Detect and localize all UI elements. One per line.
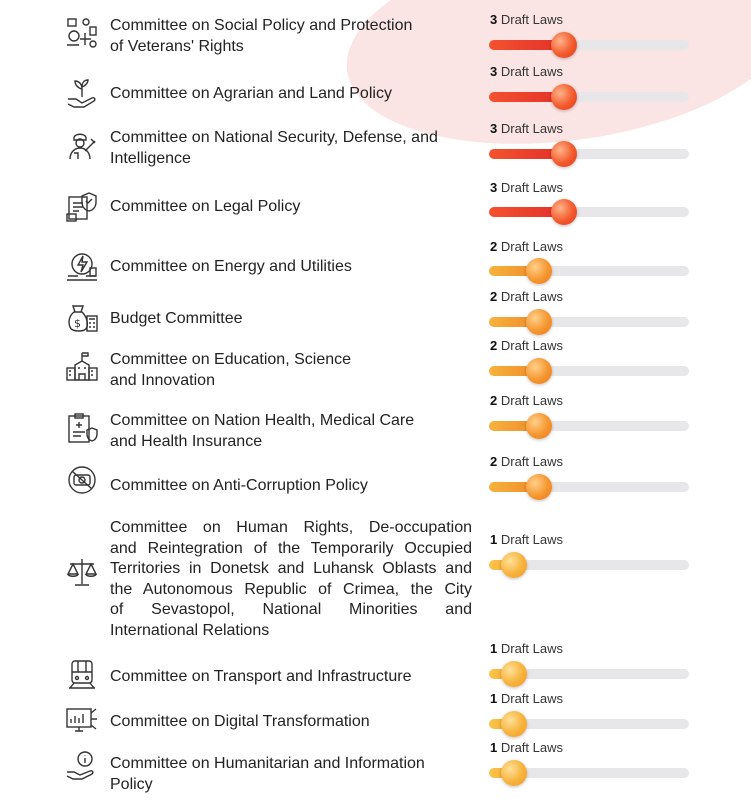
bar-knob	[551, 84, 577, 110]
count-unit: Draft Laws	[497, 180, 563, 195]
committee-name	[110, 712, 472, 733]
committee-name-line: Policy	[110, 775, 153, 793]
bar-track	[489, 719, 689, 729]
bar-track	[489, 482, 689, 492]
committee-name-line: of Sevastopol, National Minorities and	[110, 601, 472, 618]
committee-name-line: Committee on Social Policy and Protection	[110, 17, 413, 34]
committee-name	[110, 411, 472, 452]
no-bribe-icon	[62, 463, 102, 497]
committee-name-line: Committee on Anti-Corruption Policy	[110, 477, 368, 494]
draft-laws-count	[490, 121, 563, 136]
plant-hand-icon	[62, 76, 102, 110]
count-unit: Draft Laws	[497, 121, 563, 136]
draft-laws-count	[490, 641, 563, 656]
committee-name	[110, 754, 472, 795]
draft-laws-count	[490, 239, 563, 254]
count-unit: Draft Laws	[497, 454, 563, 469]
bar-track	[489, 40, 689, 50]
social-policy-icon	[62, 16, 102, 50]
count-unit: Draft Laws	[497, 393, 563, 408]
count-value: 3	[490, 121, 498, 136]
count-unit: Draft Laws	[497, 641, 563, 656]
count-value: 1	[490, 740, 498, 755]
count-unit: Draft Laws	[497, 532, 563, 547]
bar-track	[489, 768, 689, 778]
soldier-icon	[62, 128, 102, 162]
budget-icon	[62, 301, 102, 335]
committee-name-line: Committee on Legal Policy	[110, 198, 301, 215]
bar-knob	[551, 141, 577, 167]
count-unit: Draft Laws	[497, 289, 563, 304]
draft-laws-count	[490, 740, 563, 755]
committee-name	[110, 84, 472, 105]
committee-name-line: Budget Committee	[110, 310, 243, 327]
count-unit: Draft Laws	[497, 64, 563, 79]
count-value: 1	[490, 691, 498, 706]
legal-document-icon	[62, 190, 102, 224]
committee-name	[110, 518, 472, 641]
committee-name	[110, 667, 472, 688]
bar-track	[489, 207, 689, 217]
bar-track	[489, 149, 689, 159]
count-unit: Draft Laws	[497, 691, 563, 706]
bar-knob	[526, 474, 552, 500]
draft-laws-count	[490, 64, 563, 79]
committee-name-line: International Relations	[110, 621, 270, 639]
bar-track	[489, 560, 689, 570]
energy-icon	[62, 249, 102, 283]
train-icon	[62, 657, 102, 691]
bar-knob	[501, 760, 527, 786]
committee-name-line: Committee on Digital Transformation	[110, 713, 370, 730]
count-value: 1	[490, 532, 498, 547]
scales-icon	[62, 555, 102, 589]
draft-laws-count	[490, 12, 563, 27]
bar-track	[489, 266, 689, 276]
count-value: 3	[490, 64, 498, 79]
committee-name-line: the Autonomous Republic of Crimea, the City	[110, 580, 472, 598]
digital-screen-icon	[62, 704, 102, 738]
bar-knob	[501, 711, 527, 737]
committee-name	[110, 309, 472, 330]
count-value: 2	[490, 338, 498, 353]
committee-name	[110, 197, 472, 218]
committee-name-line: Committee on Humanitarian and Information	[110, 755, 425, 772]
count-unit: Draft Laws	[497, 740, 563, 755]
committee-name-line: Committee on Agrarian and Land Policy	[110, 85, 392, 102]
committee-name	[110, 476, 472, 497]
draft-laws-count	[490, 532, 563, 547]
committee-name-line: and Innovation	[110, 371, 215, 389]
bar-knob	[526, 309, 552, 335]
committee-name-line: of Veterans' Rights	[110, 37, 244, 55]
count-value: 2	[490, 454, 498, 469]
bar-track	[489, 366, 689, 376]
count-unit: Draft Laws	[497, 239, 563, 254]
svg-text:$: $	[74, 317, 81, 330]
count-value: 1	[490, 641, 498, 656]
count-value: 3	[490, 180, 498, 195]
committee-name	[110, 257, 472, 278]
committee-name	[110, 350, 472, 391]
draft-laws-count	[490, 393, 563, 408]
bar-knob	[526, 413, 552, 439]
count-value: 2	[490, 289, 498, 304]
bar-knob	[526, 258, 552, 284]
committee-name-line: Committee on Energy and Utilities	[110, 258, 352, 275]
committee-name	[110, 128, 472, 169]
bar-track	[489, 317, 689, 327]
committee-name-line: and Reintegration of the Temporarily Occupied	[110, 539, 472, 557]
bar-track	[489, 92, 689, 102]
medical-record-icon	[62, 411, 102, 445]
draft-laws-count	[490, 180, 563, 195]
count-value: 2	[490, 239, 498, 254]
committee-name	[110, 16, 472, 57]
committee-name-line: Intelligence	[110, 149, 191, 167]
draft-laws-count	[490, 691, 563, 706]
bar-knob	[551, 199, 577, 225]
count-value: 3	[490, 12, 498, 27]
bar-knob	[501, 552, 527, 578]
committee-name-line: Territories in Donetsk and Luhansk Oblasts and	[110, 560, 472, 577]
draft-laws-count	[490, 454, 563, 469]
committee-name-line: Committee on Nation Health, Medical Care	[110, 412, 415, 429]
count-value: 2	[490, 393, 498, 408]
committee-name-line: Committee on National Security, Defense, and	[110, 129, 438, 146]
school-icon	[62, 350, 102, 384]
bar-track	[489, 669, 689, 679]
count-unit: Draft Laws	[497, 338, 563, 353]
committee-name-line: Committee on Education, Science	[110, 351, 352, 368]
bar-track	[489, 421, 689, 431]
draft-laws-count	[490, 289, 563, 304]
committee-name-line: Committee on Human Rights, De-occupation	[110, 519, 472, 536]
bar-knob	[501, 661, 527, 687]
count-unit: Draft Laws	[497, 12, 563, 27]
committee-name-line: and Health Insurance	[110, 432, 263, 450]
committee-name-line: Committee on Transport and Infrastructure	[110, 668, 412, 685]
draft-laws-count	[490, 338, 563, 353]
bar-knob	[526, 358, 552, 384]
bar-knob	[551, 32, 577, 58]
info-hand-icon	[62, 749, 102, 783]
